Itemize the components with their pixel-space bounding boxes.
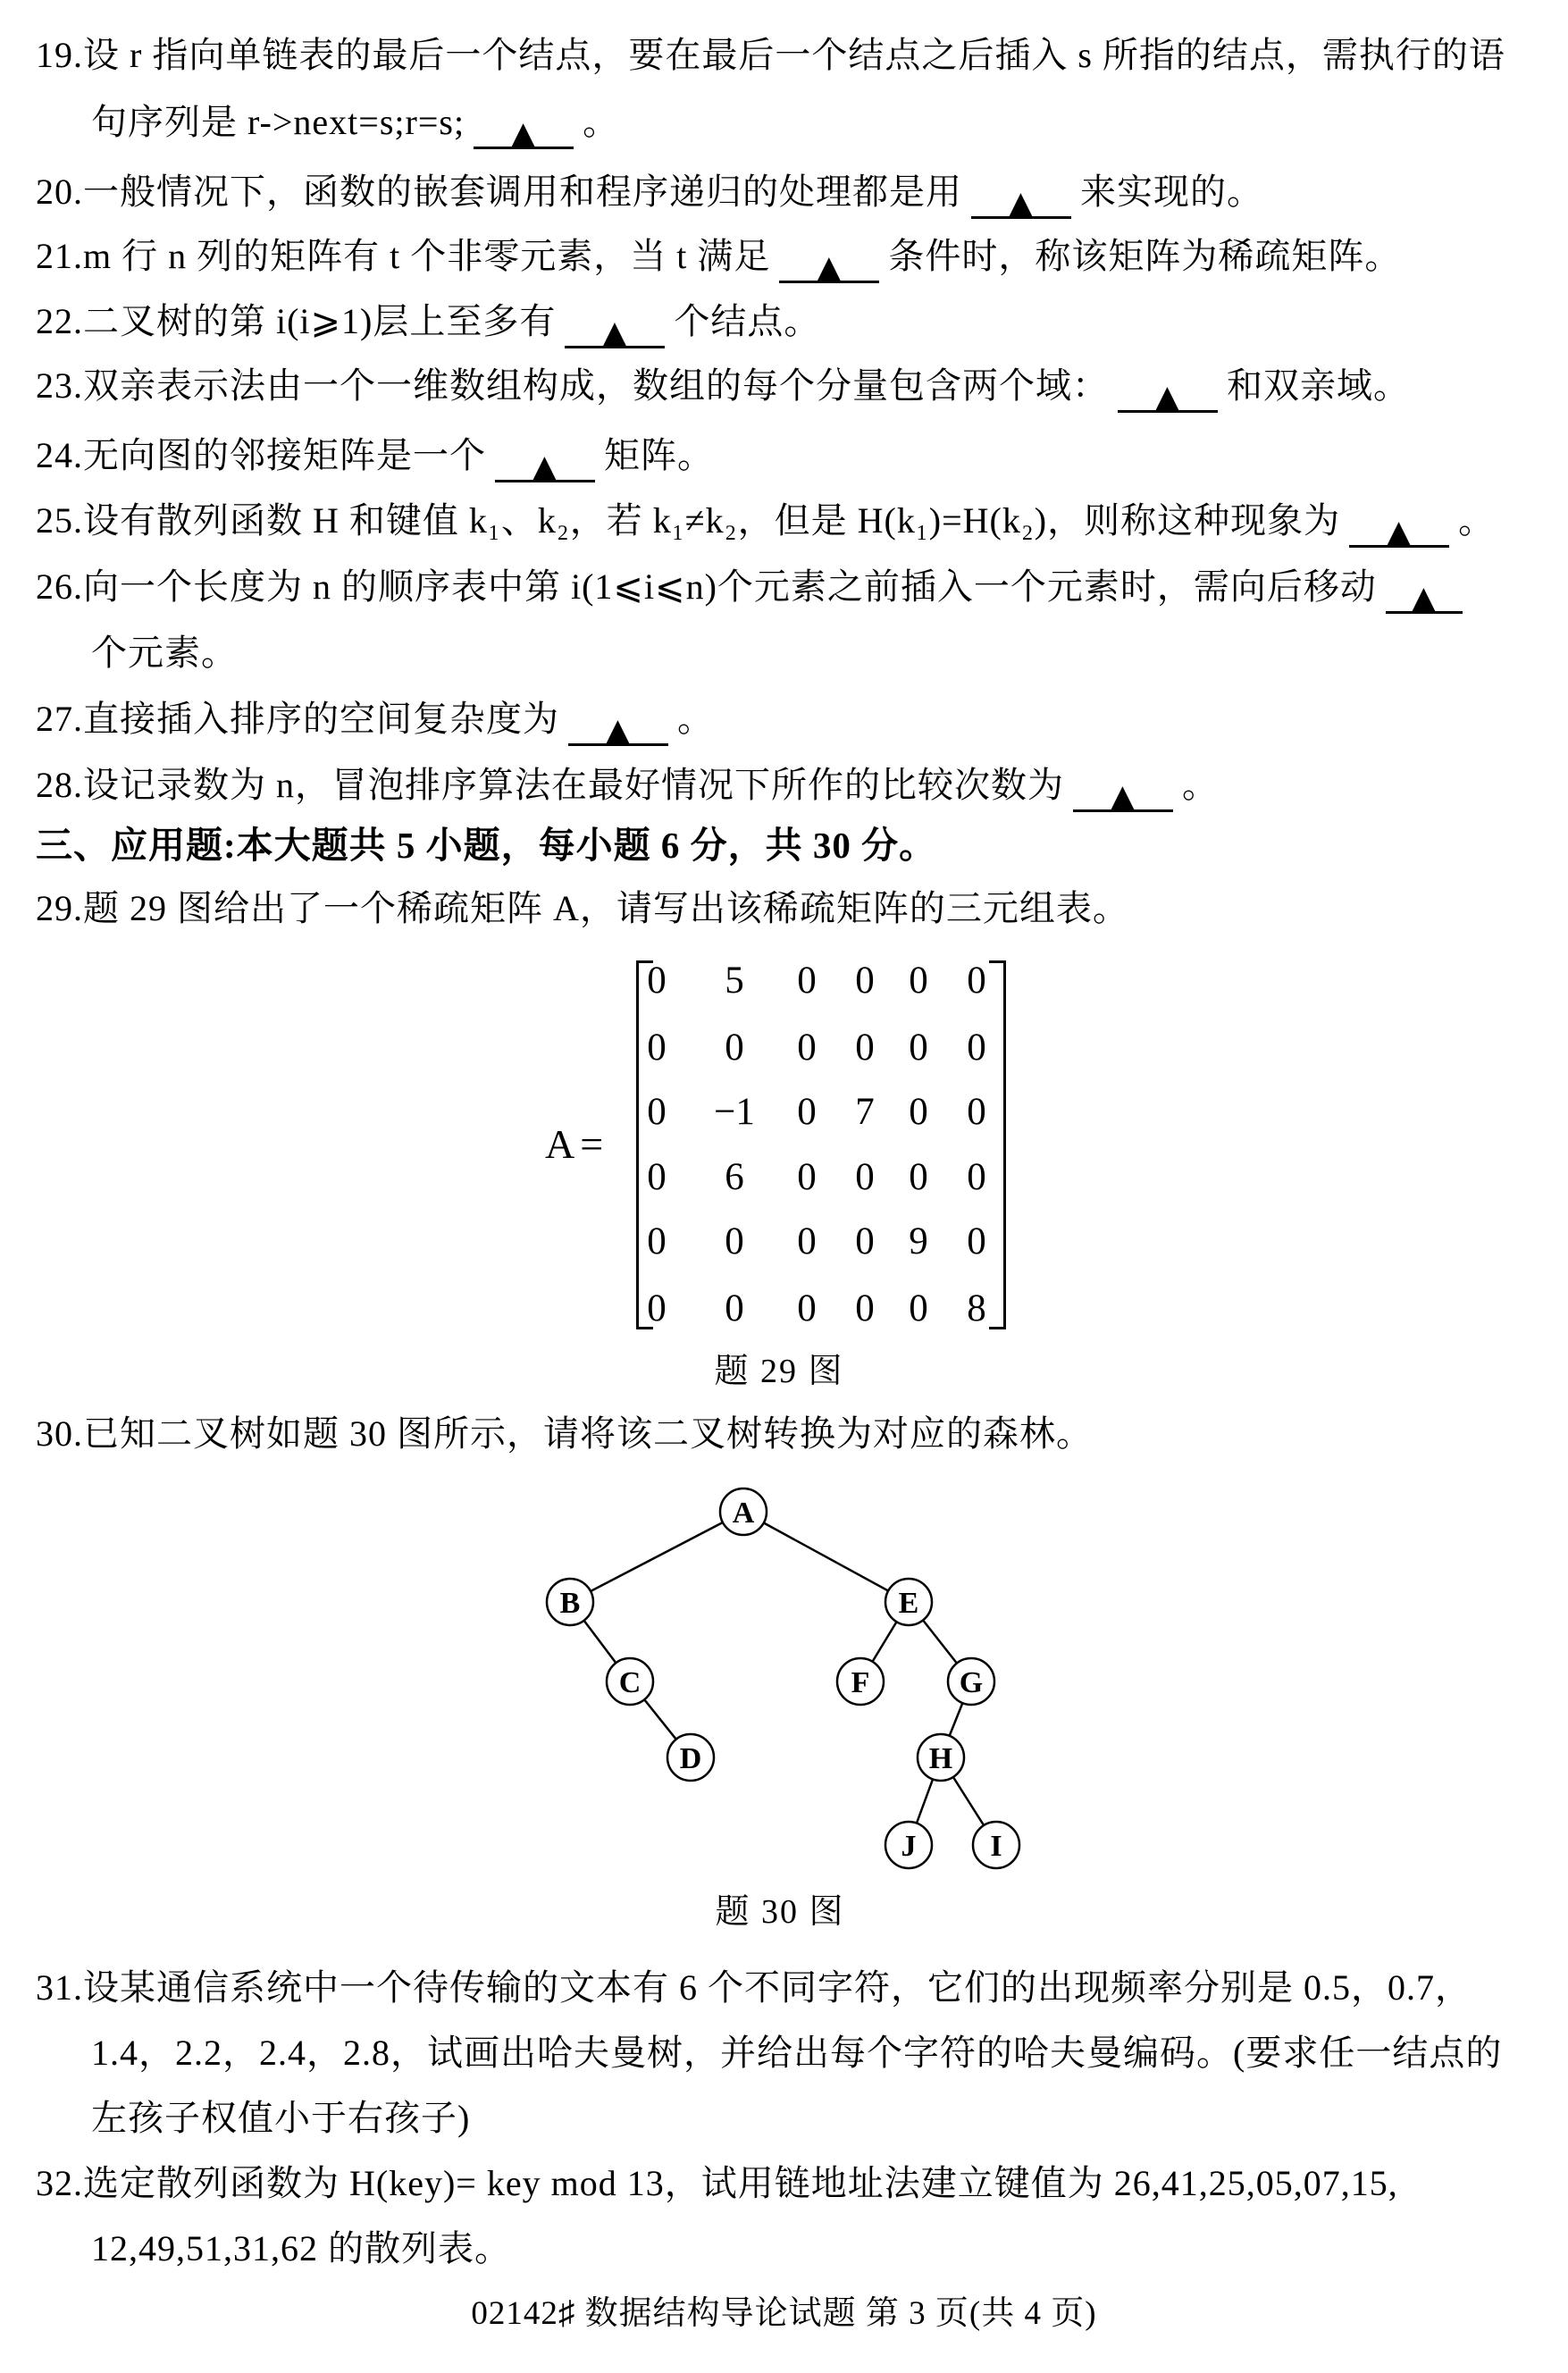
matrix-cell: 0 xyxy=(797,960,817,1002)
question-30: 30.已知二叉树如题 30 图所示，请将该二叉树转换为对应的森林。 xyxy=(36,1413,1093,1454)
matrix-cell: 0 xyxy=(797,1156,817,1198)
tree-node-label: C xyxy=(618,1666,641,1699)
tree-edge xyxy=(743,1512,909,1602)
answer-blank xyxy=(474,105,574,149)
matrix-cell: 0 xyxy=(967,1091,986,1133)
answer-blank xyxy=(1349,504,1449,548)
matrix-cell: 0 xyxy=(797,1091,817,1133)
tree-node-label: D xyxy=(679,1742,702,1775)
question-21: 21.m 行 n 列的矩阵有 t 个非零元素，当 t 满足 ▲ 条件时，称该矩阵为稀疏矩阵。 xyxy=(36,236,1402,285)
answer-blank xyxy=(779,239,879,283)
blank-triangle-icon: ▲ xyxy=(1387,514,1412,549)
tree-node-label: E xyxy=(898,1587,919,1620)
blank-triangle-icon: ▲ xyxy=(1009,185,1034,221)
matrix-cell: 0 xyxy=(855,960,875,1002)
matrix-cell: 7 xyxy=(855,1091,875,1133)
matrix-cell: 0 xyxy=(797,1287,817,1329)
matrix-cell: 0 xyxy=(909,1027,928,1069)
figure-30-caption: 题 30 图 xyxy=(715,1893,845,1931)
question-32-line-2: 12,49,51,31,62 的散列表。 xyxy=(91,2228,511,2268)
sparse-matrix-figure xyxy=(636,960,1006,1329)
matrix-cell: 0 xyxy=(909,960,928,1002)
matrix-cell: 0 xyxy=(647,1156,667,1198)
answer-blank xyxy=(495,439,595,482)
matrix-cell: −1 xyxy=(714,1091,755,1133)
matrix-cell: 0 xyxy=(797,1027,817,1069)
matrix-cell: 0 xyxy=(855,1220,875,1262)
matrix-cell: 0 xyxy=(967,1027,986,1069)
question-26-line-2: 个元素。 xyxy=(91,633,238,673)
matrix-cell: 5 xyxy=(725,960,744,1002)
question-31-line-1: 31.设某通信系统中一个待传输的文本有 6 个不同字符，它们的出现频率分别是 0.5，0.7， xyxy=(36,1967,1472,2008)
matrix-cell: 0 xyxy=(967,1220,986,1262)
answer-blank xyxy=(565,305,665,348)
answer-blank xyxy=(568,702,668,746)
matrix-cell: 0 xyxy=(725,1220,744,1262)
tree-edge xyxy=(570,1512,743,1602)
tree-node-label: F xyxy=(851,1666,870,1699)
blank-triangle-icon: ▲ xyxy=(532,449,558,484)
matrix-label: A= xyxy=(545,1121,609,1167)
question-22: 22.二叉树的第 i(i⩾1)层上至多有 ▲ 个结点。 xyxy=(36,301,821,350)
question-19-line-1: 19.设 r 指向单链表的最后一个结点，要在最后一个结点之后插入 s 所指的结点，需执行的语 xyxy=(36,35,1505,75)
section-3-heading: 三、应用题:本大题共 5 小题，每小题 6 分，共 30 分。 xyxy=(36,825,937,866)
blank-triangle-icon: ▲ xyxy=(1155,379,1180,415)
matrix-left-bracket xyxy=(636,960,653,1329)
matrix-cell: 0 xyxy=(725,1027,744,1069)
question-27: 27.直接插入排序的空间复杂度为 ▲ 。 xyxy=(36,699,714,748)
matrix-cell: 0 xyxy=(647,960,667,1002)
matrix-cell: 8 xyxy=(967,1287,986,1329)
answer-blank xyxy=(1118,369,1218,413)
matrix-cell: 6 xyxy=(725,1156,744,1198)
blank-triangle-icon: ▲ xyxy=(1412,580,1437,616)
matrix-cell: 0 xyxy=(909,1156,928,1198)
matrix-cell: 9 xyxy=(909,1220,928,1262)
question-24: 24.无向图的邻接矩阵是一个 ▲ 矩阵。 xyxy=(36,435,714,484)
question-26-line-1: 26.向一个长度为 n 的顺序表中第 i(1⩽i⩽n)个元素之前插入一个元素时，需向后移动 ▲ xyxy=(36,564,1463,610)
question-25: 25.设有散列函数 H 和键值 k₁、k₂，若 k₁≠k₂，但是 H(k₁)=H(k₂)，则称这种现象为 ▲ 。 xyxy=(36,500,1496,549)
tree-node-label: G xyxy=(959,1666,984,1699)
tree-node-label: J xyxy=(901,1830,917,1863)
blank-triangle-icon: ▲ xyxy=(817,249,842,285)
binary-tree-figure xyxy=(518,1474,1090,1885)
tree-node-label: B xyxy=(559,1587,581,1620)
blank-triangle-icon: ▲ xyxy=(602,314,627,350)
figure-29-caption: 题 29 图 xyxy=(714,1353,844,1390)
answer-blank xyxy=(1386,570,1463,614)
matrix-cell: 0 xyxy=(967,960,986,1002)
question-31-line-2: 1.4，2.2，2.4，2.8，试画出哈夫曼树，并给出每个字符的哈夫曼编码。(要求任一结点的 xyxy=(91,2033,1503,2073)
page-footer: 02142♯ 数据结构导论试题 第 3 页(共 4 页) xyxy=(471,2295,1097,2332)
matrix-cell: 0 xyxy=(647,1091,667,1133)
question-31-line-3: 左孩子权值小于右孩子) xyxy=(91,2098,471,2138)
matrix-right-bracket xyxy=(989,960,1006,1329)
question-32-line-1: 32.选定散列函数为 H(key)= key mod 13，试用链地址法建立键值为 26,41,25,05,07,15, xyxy=(36,2163,1398,2203)
matrix-cell: 0 xyxy=(855,1287,875,1329)
matrix-cell: 0 xyxy=(647,1220,667,1262)
matrix-cell: 0 xyxy=(855,1027,875,1069)
question-23: 23.双亲表示法由一个一维数组构成，数组的每个分量包含两个域： ▲ 和双亲域。 xyxy=(36,365,1410,415)
answer-blank xyxy=(1073,768,1173,812)
matrix-cell: 0 xyxy=(725,1287,744,1329)
matrix-cell: 0 xyxy=(797,1220,817,1262)
blank-triangle-icon: ▲ xyxy=(1111,778,1136,814)
matrix-cell: 0 xyxy=(855,1156,875,1198)
tree-node-label: I xyxy=(990,1830,1002,1863)
blank-triangle-icon: ▲ xyxy=(606,712,631,748)
matrix-cell: 0 xyxy=(909,1287,928,1329)
matrix-cell: 0 xyxy=(967,1156,986,1198)
tree-node-label: H xyxy=(928,1742,953,1775)
question-20: 20.一般情况下，函数的嵌套调用和程序递归的处理都是用 ▲ 来实现的。 xyxy=(36,172,1263,221)
answer-blank xyxy=(971,175,1071,219)
question-19-line-2: 句序列是 r->next=s;r=s; ▲ 。 xyxy=(91,102,620,151)
question-28: 28.设记录数为 n，冒泡排序算法在最好情况下所作的比较次数为 ▲ 。 xyxy=(36,765,1219,814)
tree-node-label: A xyxy=(732,1497,755,1530)
matrix-cell: 0 xyxy=(909,1091,928,1133)
matrix-cell: 0 xyxy=(647,1287,667,1329)
blank-triangle-icon: ▲ xyxy=(511,115,536,151)
matrix-cell: 0 xyxy=(647,1027,667,1069)
question-29: 29.题 29 图给出了一个稀疏矩阵 A，请写出该稀疏矩阵的三元组表。 xyxy=(36,888,1129,928)
